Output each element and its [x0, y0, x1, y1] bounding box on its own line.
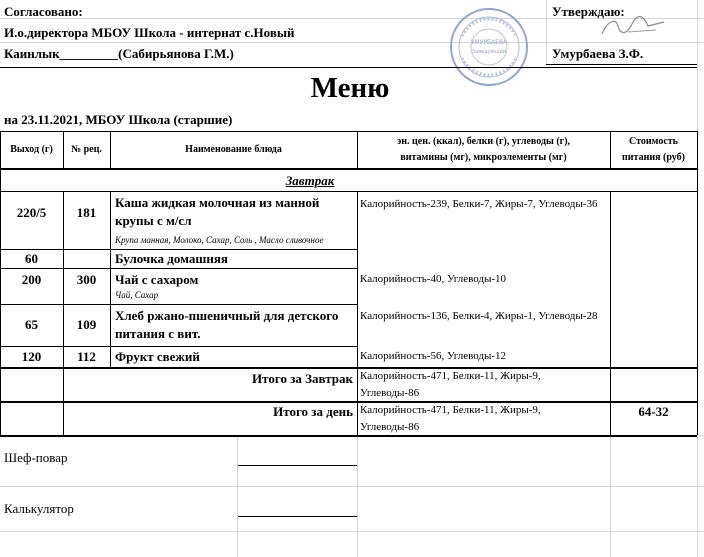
chef-label: Шеф-повар [4, 450, 68, 465]
grid-line [546, 0, 547, 64]
cell-recipe: 109 [76, 317, 97, 332]
cell-nutrition: Калорийность-40, Углеводы-10 [360, 273, 507, 285]
col-border [63, 191, 64, 435]
cell-recipe: 300 [76, 272, 97, 287]
col-border [610, 191, 611, 435]
stamp-text-1: УМУРБАЕВА [470, 39, 508, 46]
cell-dish: Хлеб ржано-пшеничный для детского питания с вит. [115, 308, 339, 341]
cell-dish: Фрукт свежий [115, 349, 200, 364]
day-total-nutrition: Калорийность-471, Белки-11, Жиры-9, Углеводы-86 [360, 404, 541, 433]
day-total-cost: 64-32 [638, 404, 669, 419]
cell-output: 65 [25, 317, 38, 332]
approver-name: Умурбаева З.Ф. [552, 46, 644, 61]
chef-signature-line [238, 465, 357, 466]
calculator-signature-line [238, 516, 357, 517]
cell-nutrition: Калорийность-239, Белки-7, Жиры-7, Углеводы-36 [360, 198, 598, 210]
cell-output: 220/5 [16, 205, 47, 220]
grid-line [610, 435, 611, 557]
agreed-position: И.о.директора МБОУ Школа - интернат с.Новый [4, 25, 295, 40]
page-title: Меню [310, 72, 390, 104]
agreed-label: Согласовано: [4, 4, 83, 19]
table-top-border [0, 131, 697, 132]
col-header-dish: Наименование блюда [185, 144, 282, 155]
agreed-signature-line: Каинлык_________(Сабирьянова Г.М.) [4, 46, 234, 61]
cell-nutrition: Калорийность-136, Белки-4, Жиры-1, Углеводы-28 [360, 310, 598, 322]
grid-line [237, 435, 238, 557]
cell-output: 60 [25, 251, 38, 266]
grid-line [0, 531, 704, 532]
breakfast-total-nutrition: Калорийность-471, Белки-11, Жиры-9, Углеводы-86 [360, 370, 541, 399]
col-border [110, 191, 111, 367]
header-bottom-border [0, 67, 697, 68]
breakfast-total-label: Итого за Завтрак [252, 371, 353, 386]
grid-line [0, 486, 704, 487]
col-header-cost-1: Стоимость [629, 136, 678, 147]
cell-recipe: 181 [76, 205, 97, 220]
section-border [0, 191, 697, 192]
cell-ingredients: Крупа манная, Молоко, Сахар, Соль , Масло сливочное [115, 235, 324, 245]
cell-dish: Булочка домашняя [115, 251, 228, 266]
calculator-label: Калькулятор [4, 501, 74, 516]
row-border [0, 304, 357, 305]
col-border [697, 131, 698, 435]
cell-nutrition: Калорийность-56, Углеводы-12 [360, 350, 507, 362]
day-total-label: Итого за день [273, 404, 353, 419]
stamp-text-2: Заведующий [471, 49, 507, 55]
col-header-output: Выход (г) [10, 144, 53, 155]
cell-dish: Каша жидкая молочная из манной крупы с м/сл [115, 195, 320, 228]
col-header-nutrition-1: эн. цен. (ккал), белки (г), углеводы (г), [396, 136, 571, 147]
cell-ingredients: Чай, Сахар [115, 290, 159, 300]
cell-dish: Чай с сахаром [115, 272, 199, 287]
approve-label: Утверждаю: [552, 4, 625, 19]
grid-line [0, 42, 704, 43]
approve-underline [546, 64, 697, 65]
col-header-nutrition-2: витамины (мг), микроэлементы (мг) [400, 152, 567, 163]
grid-line [357, 435, 358, 557]
row-border [0, 268, 357, 269]
menu-subtitle: на 23.11.2021, МБОУ Школа (старшие) [4, 112, 233, 127]
cell-output: 120 [21, 349, 42, 364]
col-header-cost-2: питания (руб) [622, 152, 685, 163]
col-border [357, 191, 358, 435]
cell-recipe: 112 [77, 349, 96, 364]
signature-image [598, 12, 670, 40]
cell-output: 200 [21, 272, 42, 287]
table-header-border [0, 168, 697, 170]
row-border [0, 346, 357, 347]
section-title: Завтрак [285, 173, 335, 188]
col-header-recipe: № рец. [71, 144, 102, 155]
